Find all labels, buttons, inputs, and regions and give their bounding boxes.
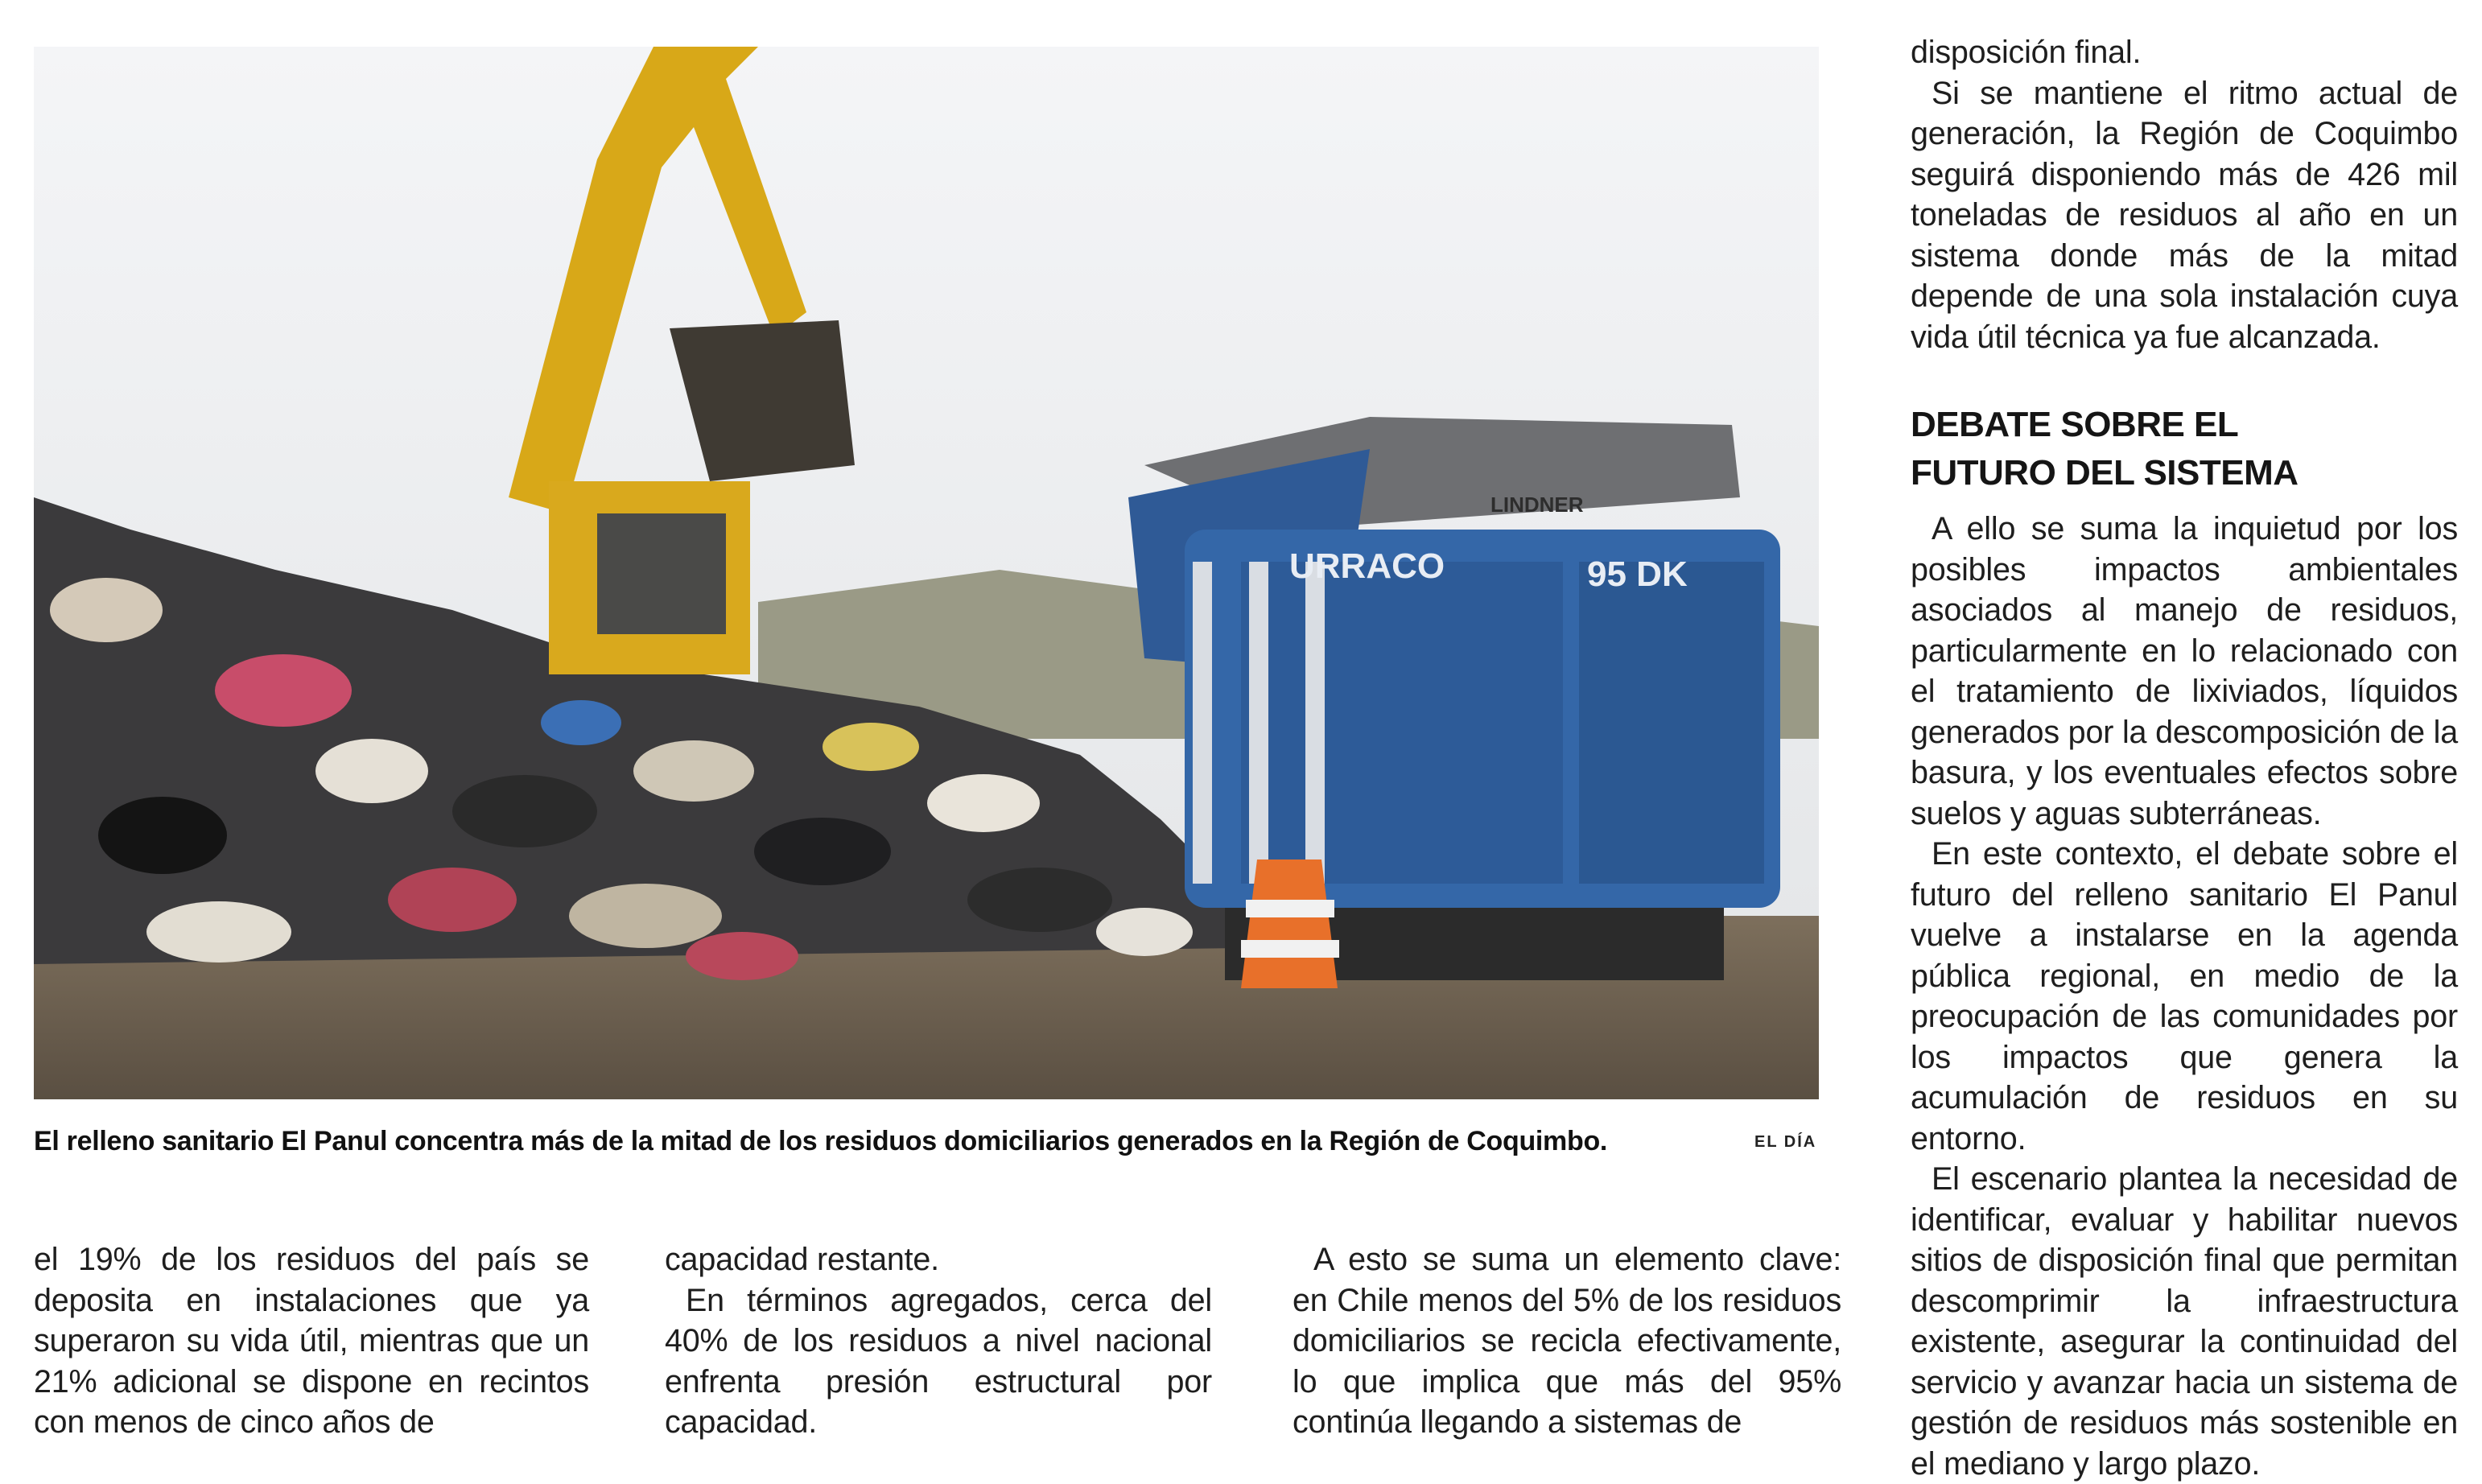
article-column-4 xyxy=(1911,32,2458,1484)
article-column-2 xyxy=(665,1239,1212,1443)
article-column-3 xyxy=(1293,1239,1841,1443)
paragraph: A ello se suma la inquietud por los posibles impactos ambientales asociados al manejo de residuos, particularmente en lo relacionado con el tratamiento de lixiviados, líquidos generados por la descomposición de la basura, y los eventuales efectos sobre suelos y aguas subterráneas. xyxy=(1911,511,2458,831)
paragraph: En términos agregados, cerca del 40% de los residuos a nivel nacional enfrenta presión estructural por capacidad. xyxy=(665,1282,1212,1440)
paragraph: capacidad restante. xyxy=(665,1242,939,1277)
machine-label-2: 95 DK xyxy=(1587,554,1688,594)
subheading-line-1: DEBATE SOBRE EL xyxy=(1911,405,2239,444)
shredder-machine xyxy=(1128,417,1780,980)
paragraph: En este contexto, el debate sobre el futuro del relleno sanitario El Panul vuelve a instalarse en la agenda pública regional, en medio de la preocupación de las comunidades por los impactos que genera la acumulación de residuos en su entorno. xyxy=(1911,836,2458,1156)
landfill-illustration xyxy=(34,47,1819,1099)
paragraph: Si se mantiene el ritmo actual de generación, la Región de Coquimbo seguirá disponiendo más de 426 mil toneladas de residuos al año en un sistema donde más de la mitad depende de una sola instalación cuya vida útil técnica ya fue alcanzada. xyxy=(1911,75,2458,355)
machine-brand: LINDNER xyxy=(1490,493,1584,517)
photo-credit: EL DÍA xyxy=(1754,1133,1817,1151)
machine-label-1: URRACO xyxy=(1289,546,1445,586)
paragraph: el 19% de los residuos del país se deposita en instalaciones que ya superaron su vida útil, mientras que un 21% adicional se dispone en recintos con menos de cinco años de xyxy=(34,1242,589,1440)
landfill-photo xyxy=(34,47,1819,1099)
article-column-1 xyxy=(34,1239,589,1443)
paragraph: El escenario plantea la necesidad de identificar, evaluar y habilitar nuevos sitios de disposición final que permitan descomprimir la infraestructura existente, asegurar la continuidad del servicio y avanzar hacia un sistema de gestión de residuos más sostenible en el mediano y largo plazo. xyxy=(1911,1161,2458,1482)
paragraph: disposición final. xyxy=(1911,35,2142,70)
photo-caption: El relleno sanitario El Panul concentra más de la mitad de los residuos domiciliarios generados en la Región de Coquimbo. xyxy=(34,1126,1608,1156)
subheading-line-2: FUTURO DEL SISTEMA xyxy=(1911,453,2299,493)
paragraph: A esto se suma un elemento clave: en Chile menos del 5% de los residuos domiciliarios se recicla efectivamente, lo que implica que más del 95% continúa llegando a sistemas de xyxy=(1293,1242,1841,1440)
subheading xyxy=(1911,401,2458,497)
